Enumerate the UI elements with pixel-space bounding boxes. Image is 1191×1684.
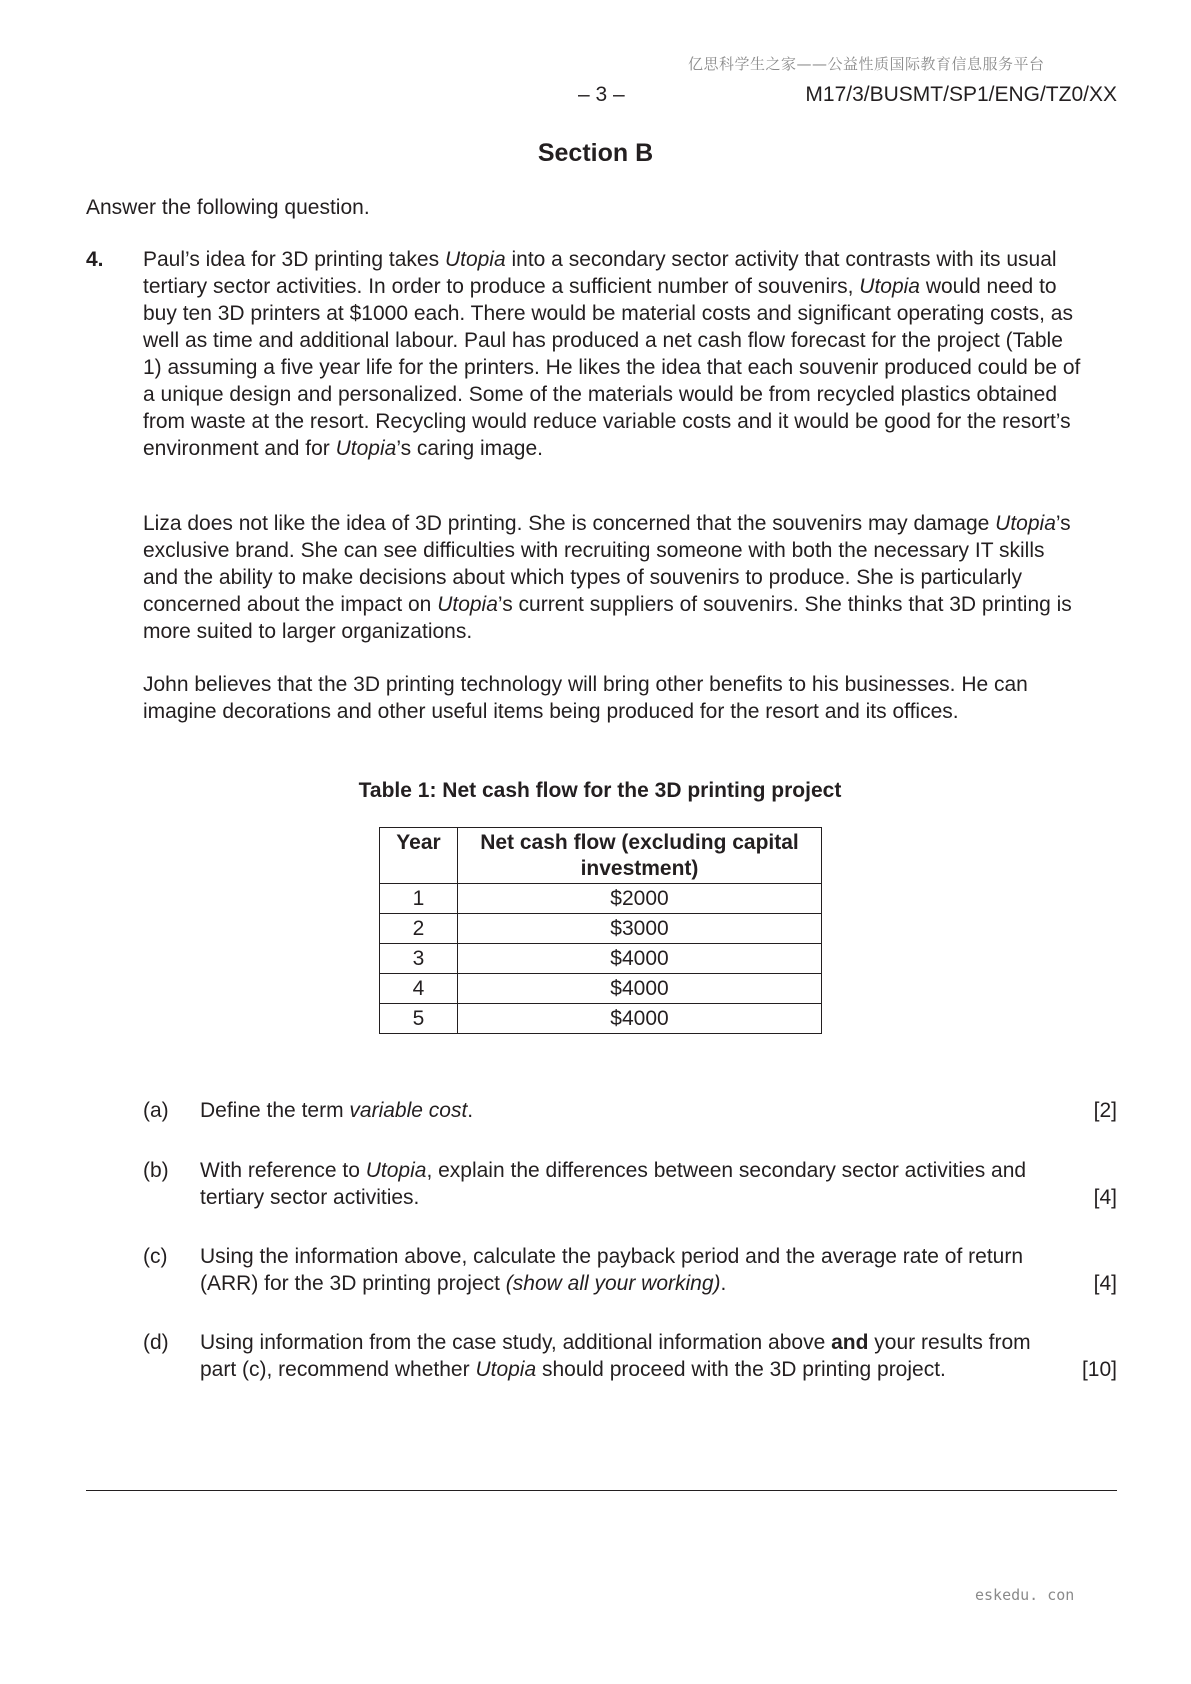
table-cell-year: 3 bbox=[380, 944, 458, 974]
part-d-marks: [10] bbox=[1081, 1358, 1117, 1381]
company-name: Utopia bbox=[859, 275, 920, 298]
part-text-italic: variable cost bbox=[349, 1099, 468, 1122]
paragraph-text: ’s current suppliers of souvenirs. She thinks that 3D printing is more suited to larger organizations. bbox=[143, 593, 1072, 643]
table-row bbox=[380, 944, 822, 974]
table-header-row bbox=[380, 828, 822, 884]
cash-flow-table bbox=[379, 827, 822, 1034]
footer-watermark: eskedu. con bbox=[975, 1586, 1075, 1604]
paragraph-text: John believes that the 3D printing technology will bring other benefits to his businesses. He can imagine decorations and other useful items being produced for the resort and its offices. bbox=[143, 673, 1028, 723]
paper-code: M17/3/BUSMT/SP1/ENG/TZ0/XX bbox=[805, 83, 1117, 106]
section-title: Section B bbox=[537, 139, 654, 167]
part-c-marks: [4] bbox=[1093, 1272, 1117, 1295]
paragraph-text: ’s caring image. bbox=[396, 437, 543, 460]
part-text-segment: Define the term bbox=[200, 1099, 350, 1122]
table-caption: Table 1: Net cash flow for the 3D printing project bbox=[358, 779, 842, 802]
part-c-text bbox=[200, 1243, 1060, 1297]
part-d-letter: (d) bbox=[143, 1331, 169, 1354]
table-cell-year: 1 bbox=[380, 884, 458, 914]
paragraph-text: Paul’s idea for 3D printing takes bbox=[143, 248, 445, 271]
part-d-text bbox=[200, 1329, 1060, 1383]
table-cell-year: 2 bbox=[380, 914, 458, 944]
part-text-segment: should proceed with the 3D printing project. bbox=[536, 1358, 946, 1381]
part-a-marks: [2] bbox=[1093, 1099, 1117, 1122]
part-c-letter: (c) bbox=[143, 1245, 168, 1268]
company-name: Utopia bbox=[475, 1358, 537, 1381]
company-name: Utopia bbox=[444, 248, 506, 271]
table-row bbox=[380, 1004, 822, 1034]
company-name: Utopia bbox=[995, 512, 1056, 535]
table-row bbox=[380, 884, 822, 914]
part-text-segment: your results from part (c), recommend whether bbox=[200, 1331, 1031, 1381]
part-b-text bbox=[200, 1157, 1060, 1211]
part-text-segment: . bbox=[720, 1272, 727, 1295]
table-cell-net-cash-flow: $4000 bbox=[458, 974, 822, 1004]
table-header-year: Year bbox=[380, 828, 458, 884]
table-cell-year: 5 bbox=[380, 1004, 458, 1034]
question-paragraph bbox=[143, 246, 1083, 462]
page-number: – 3 – bbox=[578, 83, 625, 106]
table-cell-net-cash-flow: $2000 bbox=[458, 884, 822, 914]
part-b-marks: [4] bbox=[1093, 1186, 1117, 1209]
part-a-text bbox=[200, 1097, 1060, 1124]
part-b-letter: (b) bbox=[143, 1159, 169, 1182]
part-text-segment: With reference to bbox=[200, 1159, 366, 1182]
paragraph-text: into a secondary sector activity that contrasts with its usual tertiary sector activities. In order to produce a sufficient number of souvenirs, bbox=[143, 248, 1057, 298]
question-number: 4. bbox=[86, 248, 104, 271]
company-name: Utopia bbox=[437, 593, 498, 616]
table-cell-net-cash-flow: $4000 bbox=[458, 1004, 822, 1034]
company-name: Utopia bbox=[365, 1159, 427, 1182]
table-cell-net-cash-flow: $4000 bbox=[458, 944, 822, 974]
part-text-segment: Using the information above, calculate the payback period and the average rate of return (ARR) for the 3D printing project bbox=[200, 1245, 1024, 1295]
part-text-segment: , explain the differences between secondary sector activities and tertiary sector activities. bbox=[200, 1159, 1027, 1209]
table-row bbox=[380, 914, 822, 944]
paragraph-text: Liza does not like the idea of 3D printing. She is concerned that the souvenirs may damage bbox=[143, 512, 996, 535]
table-cell-year: 4 bbox=[380, 974, 458, 1004]
company-name: Utopia bbox=[335, 437, 397, 460]
table-header-net-cash-flow: Net cash flow (excluding capital investment) bbox=[458, 828, 822, 884]
part-text-bold: and bbox=[831, 1331, 869, 1354]
instruction-text: Answer the following question. bbox=[86, 196, 370, 219]
question-paragraph bbox=[143, 510, 1083, 645]
part-text-segment: Using information from the case study, additional information above bbox=[200, 1331, 832, 1354]
part-a-letter: (a) bbox=[143, 1099, 169, 1122]
footer-rule bbox=[86, 1490, 1117, 1491]
table-row bbox=[380, 974, 822, 1004]
table-cell-net-cash-flow: $3000 bbox=[458, 914, 822, 944]
part-text-italic: (show all your working) bbox=[505, 1272, 721, 1295]
paragraph-text: ’s exclusive brand. She can see difficulties with recruiting someone with both the necessary IT skills and the ability to make decisions about which types of souvenirs to produce. She is particularly concerned about the impact on bbox=[143, 512, 1071, 616]
part-text-segment: . bbox=[467, 1099, 474, 1122]
question-paragraph bbox=[143, 671, 1083, 725]
header-watermark: 亿思科学生之家——公益性质国际教育信息服务平台 bbox=[688, 55, 1045, 73]
paragraph-text: would need to buy ten 3D printers at $1000 each. There would be material costs and significant operating costs, as well as time and additional labour. Paul has produced a net cash flow forecast for the project (Table 1) assuming a five year life for the printers. He likes the idea that each souvenir produced could be of a unique design and personalized. Some of the materials would be from recycled plastics obtained from waste at the resort. Recycling would reduce variable costs and it would be good for the resort’s environment and for bbox=[143, 275, 1081, 460]
